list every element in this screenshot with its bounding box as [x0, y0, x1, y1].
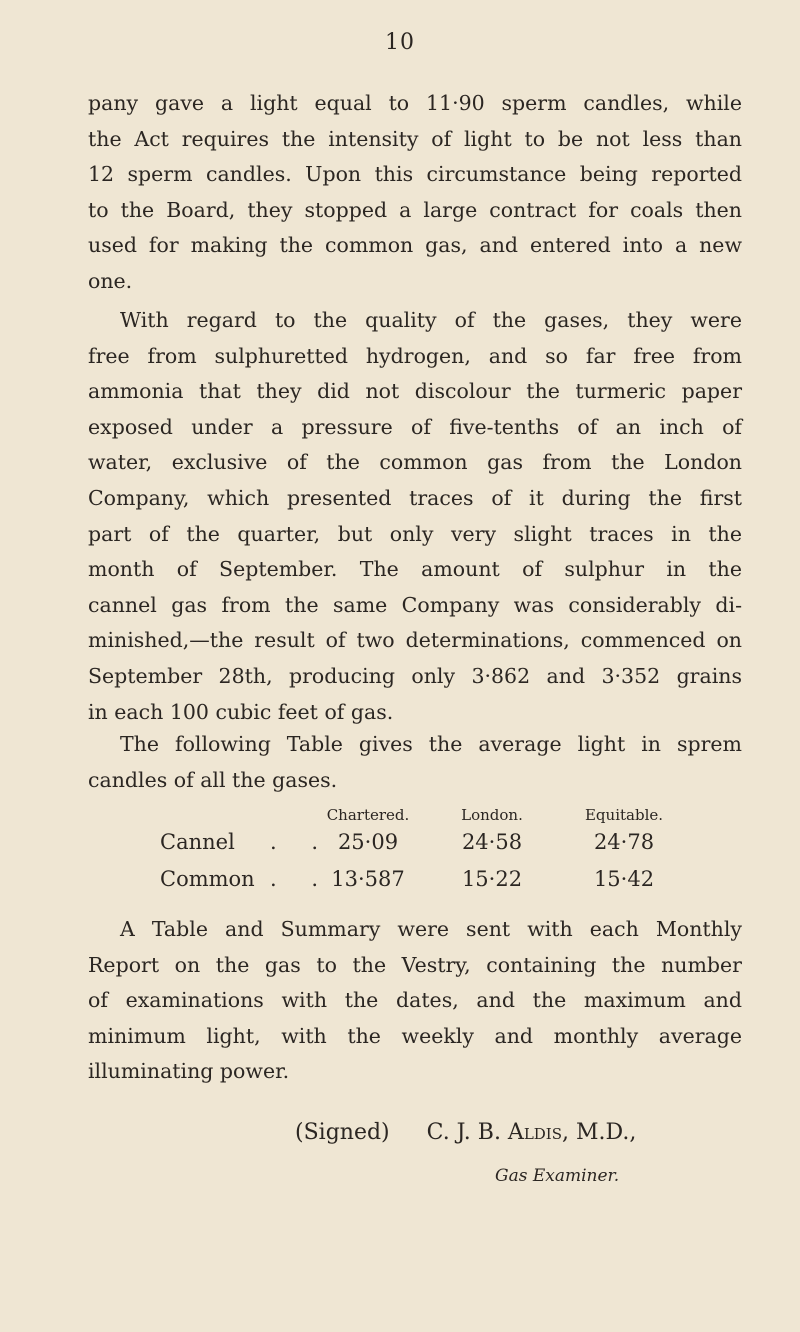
- page-number: 10: [385, 30, 415, 55]
- table-cell: 13·587: [331, 867, 405, 891]
- table-cell: 24·78: [593, 830, 655, 854]
- text-line: used for making the common gas, and entered into a new: [88, 233, 742, 258]
- text-line: of examinations with the dates, and the maximum and: [88, 988, 742, 1013]
- text-line: A Table and Summary were sent with each Monthly: [120, 917, 742, 941]
- signed-label: (Signed): [295, 1120, 390, 1145]
- text-line: to the Board, they stopped a large contract for coals then: [88, 197, 742, 222]
- signature-line: [295, 1120, 636, 1145]
- row-label-common: Common: [160, 867, 255, 891]
- paragraph-monthly-report: [88, 912, 742, 1090]
- table-cell: 15·22: [461, 867, 523, 891]
- text-line: the Act requires the intensity of light to be not less than: [88, 126, 742, 151]
- text-line: part of the quarter, but only very slight traces in the: [88, 521, 742, 546]
- text-line: cannel gas from the same Company was considerably di-: [88, 592, 742, 617]
- text-line: illuminating power.: [88, 1059, 290, 1084]
- text-line: free from sulphuretted hydrogen, and so far free from: [88, 343, 742, 368]
- table-cell: 15·42: [593, 867, 655, 891]
- dot-leader: . .: [270, 867, 333, 891]
- text-line: Company, which presented traces of it during the first: [88, 485, 742, 510]
- text-line: September 28th, producing only 3·862 and 3·352 grains: [88, 663, 742, 688]
- column-header-equitable: Equitable.: [584, 806, 664, 824]
- table-cell: 25·09: [337, 830, 399, 854]
- text-line: minimum light, with the weekly and monthly average: [88, 1023, 742, 1048]
- column-header-london: London.: [461, 806, 523, 824]
- text-line: 12 sperm candles. Upon this circumstance being reported: [88, 162, 742, 187]
- text-line: Report on the gas to the Vestry, containing the number: [88, 952, 742, 977]
- text-line: one.: [88, 268, 133, 293]
- text-line: With regard to the quality of the gases, they were: [120, 308, 742, 332]
- paragraph-gas-light-intensity: [88, 86, 742, 300]
- paragraph-gas-quality: [88, 303, 742, 730]
- signatory-name: C. J. B. Aldis, M.D.,: [426, 1120, 637, 1145]
- text-line: candles of all the gases.: [88, 767, 338, 792]
- text-line: The following Table gives the average light in sprem: [120, 732, 742, 756]
- dot-leader: . .: [270, 830, 333, 854]
- text-line: month of September. The amount of sulphur in the: [88, 557, 742, 582]
- column-header-chartered: Chartered.: [326, 806, 410, 824]
- signatory-title: Gas Examiner.: [495, 1166, 620, 1186]
- text-line: minished,—the result of two determinations, commenced on: [88, 628, 742, 653]
- text-line: in each 100 cubic feet of gas.: [88, 699, 394, 724]
- table-cell: 24·58: [461, 830, 523, 854]
- text-line: ammonia that they did not discolour the turmeric paper: [88, 379, 742, 404]
- text-line: exposed under a pressure of five-tenths of an inch of: [88, 414, 742, 439]
- text-line: water, exclusive of the common gas from the London: [88, 450, 742, 475]
- row-label-cannel: Cannel: [160, 830, 235, 854]
- text-line: pany gave a light equal to 11·90 sperm candles, while: [88, 91, 742, 115]
- paragraph-table-intro: [88, 727, 742, 798]
